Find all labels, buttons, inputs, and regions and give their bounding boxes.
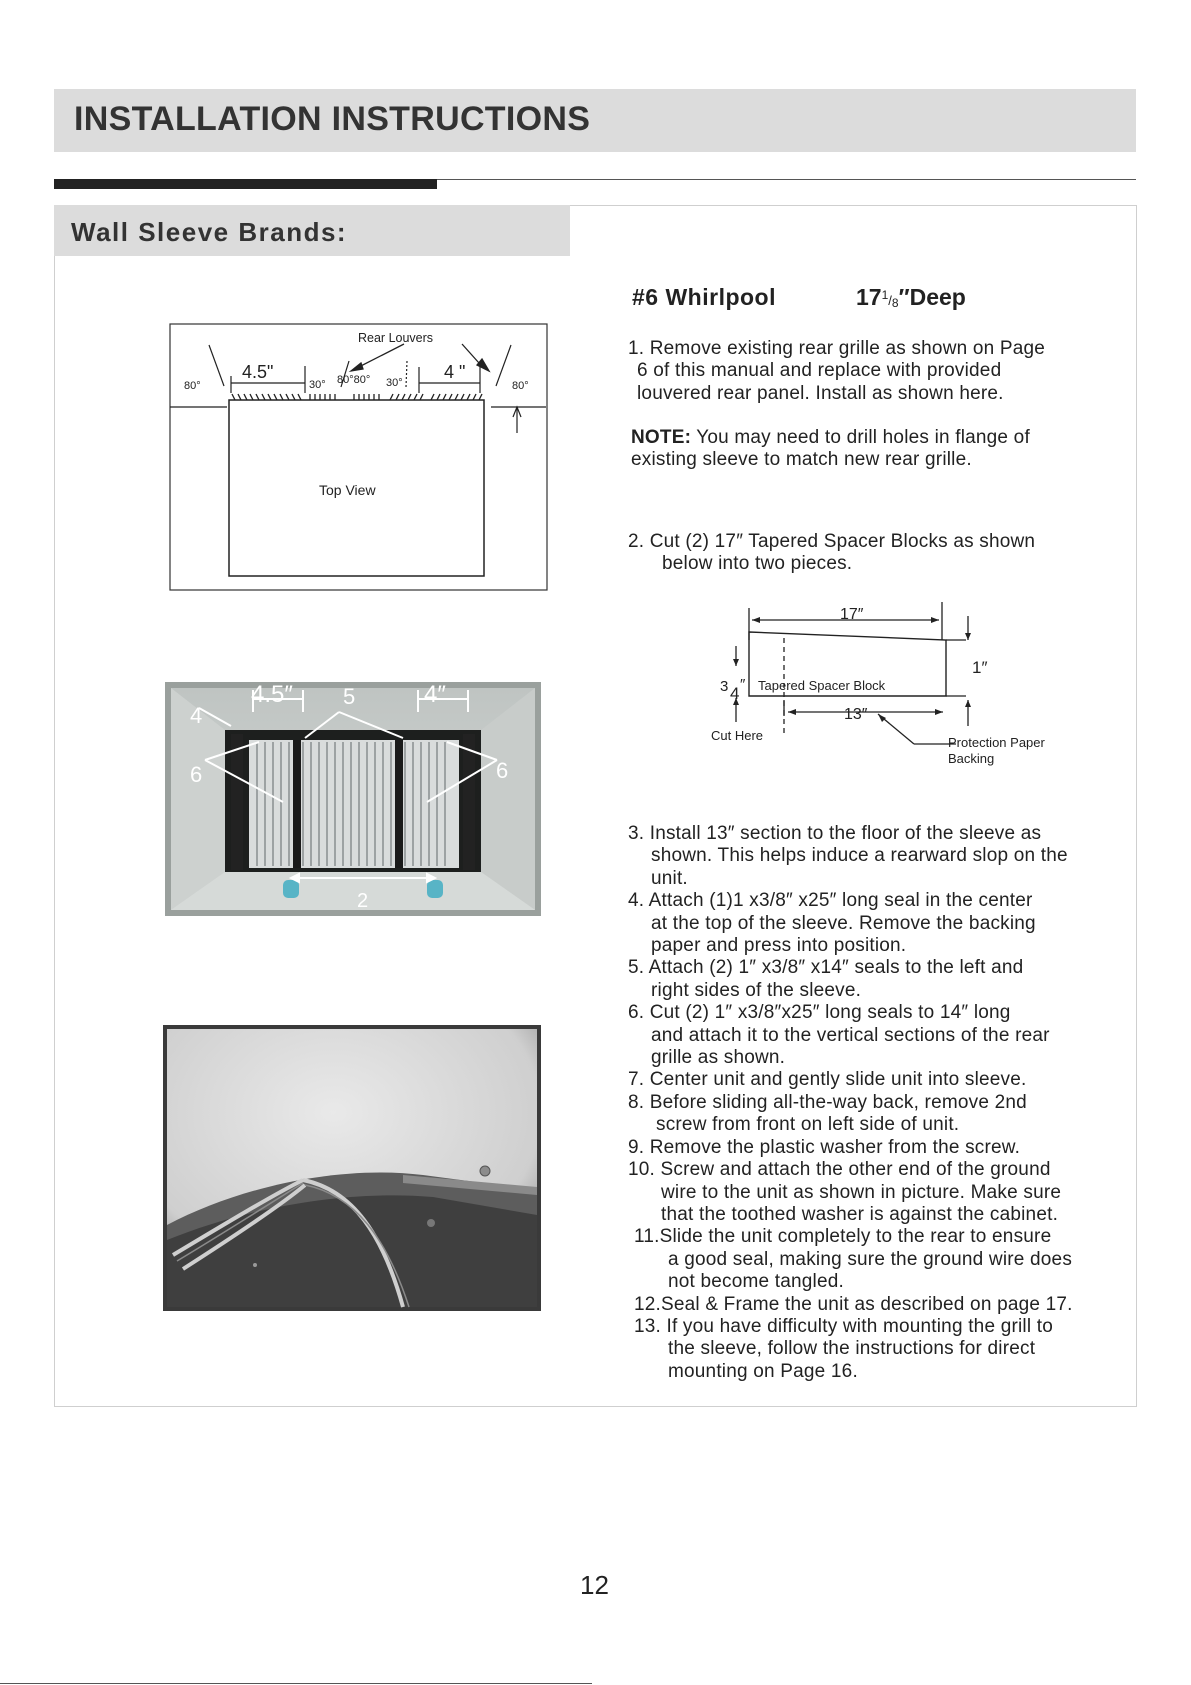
note: [631, 427, 1131, 472]
dim-13-label: 13″: [844, 706, 868, 723]
step-8-line-1: 8. Before sliding all-the-way back, remove 2nd: [628, 1091, 1027, 1113]
dim-1-label: 1″: [972, 658, 988, 677]
photo1-right-dim: 4″: [424, 682, 446, 708]
step-11-line-3: not become tangled.: [668, 1271, 844, 1293]
step-10-line-1: 10. Screw and attach the other end of the ground: [628, 1159, 1051, 1181]
dim-17-label: 17″: [840, 606, 864, 623]
page-title: INSTALLATION INSTRUCTIONS: [74, 100, 591, 138]
section-title: Wall Sleeve Brands:: [71, 217, 348, 247]
sleeve-interior-photo: [165, 682, 541, 916]
step-1-line-1: 1. Remove existing rear grille as shown on Page: [628, 338, 1046, 359]
step-2-line-2: below into two pieces.: [662, 553, 853, 575]
protection-paper-label: Protection Paper: [948, 735, 1045, 750]
steps-3-to-13: [628, 823, 1128, 1383]
angle-30-left-label: 30°: [309, 379, 326, 391]
step-2-line-1: 2. Cut (2) 17″ Tapered Spacer Blocks as shown: [628, 531, 1036, 552]
page-number: 12: [580, 1570, 609, 1600]
header-thin-rule: [437, 179, 1136, 180]
step-5-line-1: 5. Attach (2) 1″ x3/8″ x14″ seals to the left and: [628, 957, 1024, 979]
photo1-label-5: 5: [343, 684, 356, 709]
dim-quote-label: ″: [740, 676, 746, 693]
ground-wire-photo: [163, 1025, 541, 1311]
step-11-line-1: 11.Slide the unit completely to the rear to ensure: [634, 1226, 1052, 1248]
step-10-line-3: that the toothed washer is against the cabinet.: [661, 1203, 1059, 1225]
step-6-line-1: 6. Cut (2) 1″ x3/8″x25″ long seals to 14″ long: [628, 1002, 1011, 1024]
step-4-line-3: paper and press into position.: [651, 935, 907, 957]
step-3-line-3: unit.: [651, 867, 688, 889]
depth-whole: 17: [856, 284, 882, 310]
depth-frac-den: 8: [891, 296, 899, 310]
screw-hole: [427, 1219, 435, 1227]
photo1-label-6-left: 6: [190, 762, 203, 787]
step-6-line-3: grille as shown.: [651, 1047, 786, 1069]
dim-left-label: 4.5": [242, 362, 274, 382]
step-8-line-2: screw from front on left side of unit.: [656, 1114, 960, 1136]
note-line-2: existing sleeve to match new rear grille.: [631, 449, 972, 471]
angle-right-label: 80°: [512, 380, 529, 392]
step-1-line-2: 6 of this manual and replace with provided: [637, 360, 1002, 382]
angle-80-80-label: 80°80°: [337, 374, 371, 386]
spacer-block-left: [283, 880, 299, 898]
step-6-line-2: and attach it to the vertical sections of the rear: [651, 1024, 1050, 1046]
top-view-label: Top View: [319, 482, 376, 498]
step-5-line-2: right sides of the sleeve.: [651, 979, 862, 1001]
angle-left-label: 80°: [184, 380, 201, 392]
dim-4-label: 4: [730, 684, 740, 703]
step-11-line-2: a good seal, making sure the ground wire does: [668, 1248, 1073, 1270]
step-9: 9. Remove the plastic washer from the screw.: [628, 1136, 1021, 1158]
tapered-block-label: Tapered Spacer Block: [758, 678, 886, 693]
header-thick-rule: [54, 179, 437, 189]
step-3-line-2: shown. This helps induce a rearward slop on the: [651, 845, 1068, 867]
small-dot: [253, 1263, 257, 1267]
model-depth: $17^1/8''Deep$: [856, 284, 966, 310]
cut-here-label: Cut Here: [711, 728, 764, 743]
step-1: [628, 338, 1128, 405]
photo1-label-6-right: 6: [496, 758, 509, 783]
step-1-line-3: louvered rear panel. Install as shown here.: [637, 382, 1004, 404]
screw-head: [480, 1166, 490, 1176]
step-4-line-2: at the top of the sleeve. Remove the backing: [651, 912, 1036, 934]
note-label: NOTE:: [631, 427, 692, 448]
step-13-line-2: the sleeve, follow the instructions for direct: [668, 1338, 1036, 1360]
depth-suffix: ″Deep: [898, 284, 966, 310]
step-13-line-3: mounting on Page 16.: [668, 1360, 858, 1382]
step-2: [628, 531, 1128, 576]
step-13-line-1: 13. If you have difficulty with mounting the grill to: [634, 1315, 1053, 1337]
photo1-left-dim: 4.5″: [251, 682, 293, 708]
depth-frac-num: 1: [881, 288, 889, 302]
note-line-1: You may need to drill holes in flange of: [691, 427, 1030, 448]
step-7: 7. Center unit and gently slide unit into sleeve.: [628, 1069, 1027, 1091]
dim-3-label: 3: [720, 678, 729, 695]
step-4-line-1: 4. Attach (1)1 x3/8″ x25″ long seal in the center: [628, 890, 1033, 912]
spacer-block-right: [427, 880, 443, 898]
dim-right-label: 4 ": [444, 362, 466, 382]
angle-30-right-label: 30°: [386, 377, 403, 389]
step-10-line-2: wire to the unit as shown in picture. Make sure: [661, 1181, 1062, 1203]
backing-label: Backing: [948, 751, 995, 766]
photo1-label-4: 4: [190, 703, 203, 728]
photo1-label-2: 2: [357, 890, 369, 912]
louvered-grille: [231, 734, 475, 870]
step-3-line-1: 3. Install 13″ section to the floor of the sleeve as: [628, 823, 1042, 844]
footer-rule: [0, 1683, 592, 1684]
model-heading: #6 Whirlpool: [632, 284, 776, 310]
top-view-diagram: [169, 323, 549, 593]
spacer-block-diagram: [700, 598, 1080, 770]
step-12: 12.Seal & Frame the unit as described on page 17.: [634, 1293, 1073, 1315]
rear-louvers-label: Rear Louvers: [358, 331, 434, 345]
